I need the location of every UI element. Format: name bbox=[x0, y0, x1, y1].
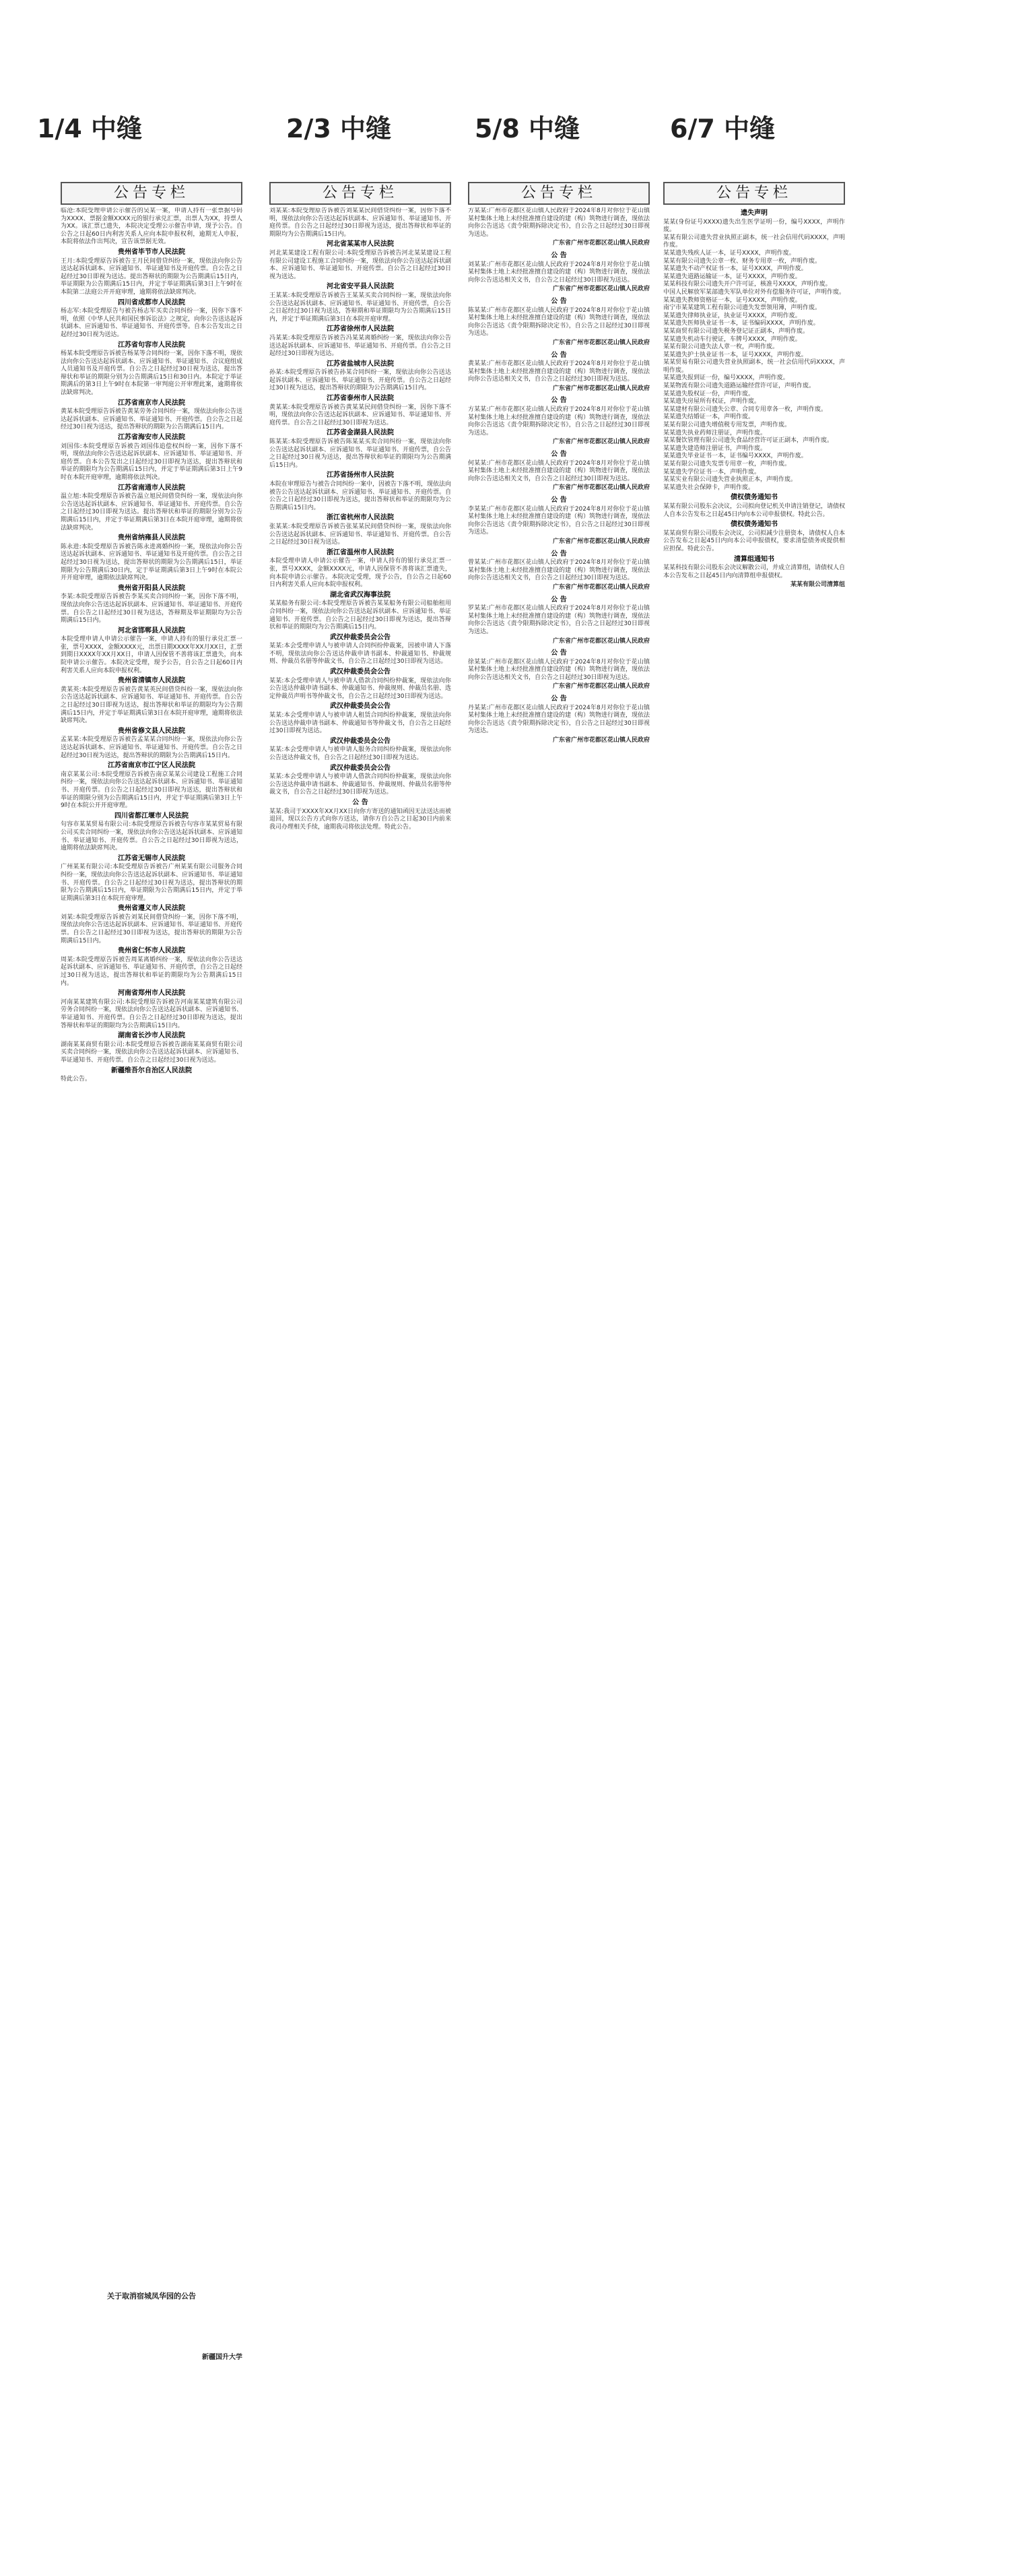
notice-text: 某某遗失律师执业证，执业证号XXXX，声明作废。 bbox=[663, 312, 801, 319]
notice-text: 刘国伟:本院受理原告诉被告刘国伟追偿权纠纷一案，因你下落不明，现依法向你公告送达起诉状副本、应诉通知书、举证通知书、开庭传票。自本公告发出之日起经过30日即视为送达，提出答辩状和举证的期限均为公告期满后15日内，并定于举证期满后第3日上午9时在本院开庭审理，逾期将依法判决。 bbox=[61, 443, 242, 481]
notice-heading: 公 告 bbox=[551, 251, 567, 259]
column-3 bbox=[468, 0, 656, 2576]
column-4 bbox=[663, 0, 852, 2576]
notice-signature: 广东省广州市花都区花山镇人民政府 bbox=[552, 439, 650, 446]
notice-text: 某某有限公司遗失营业执照正副本，统一社会信用代码XXXX，声明作废。 bbox=[663, 234, 845, 249]
strip-header: 公告专栏 bbox=[269, 182, 451, 205]
notice-heading: 公 告 bbox=[551, 397, 567, 405]
notice-text: 某某遗失报到证一份，编号XXXX，声明作废。 bbox=[663, 375, 789, 382]
notice-text: 王某某:本院受理原告诉被告王某某买卖合同纠纷一案，现依法向你公告送达起诉状副本、应诉通知书、举证通知书、开庭传票，自公告之日起经过30日视为送达，答辩期和举证期限均为公告期满后15日内，并定于举证期满后第3日在本院开庭审理。 bbox=[269, 292, 451, 323]
strip-header: 公告专栏 bbox=[663, 182, 845, 205]
notice-text: 丹某某:广州市花都区花山镇人民政府于2024年8月对你位于花山镇某村集体土地上未经批准擅自建设的建（构）筑物进行调查，现依法向你公告送达《责令限期拆除决定书》，自公告之日起经过30日即视为送达。 bbox=[468, 704, 650, 735]
notice-text: 广州某某有限公司:本院受理原告诉被告广州某某有限公司服务合同纠纷一案，现依法向你公告送达起诉状副本、应诉通知书、举证通知书、开庭传票。自公告之日起经过30日视为送达，提出答辩状的期限为公告期满后15日内，举证期限为公告期满后15日内，并定于举证期满后第3日在本院开庭审理。 bbox=[61, 864, 242, 902]
notice-signature: 广东省广州市花都区花山镇人民政府 bbox=[552, 385, 650, 392]
notice-heading: 公 告 bbox=[551, 297, 567, 305]
notice-strip bbox=[663, 182, 845, 2405]
notice-text: 黄某英:本院受理原告诉被告黄某英民间借贷纠纷一案，现依法向你公告送达起诉状副本、应诉通知书、举证通知书、开庭传票。自公告之日起经过30日即视为送达，提出答辩状和举证的期限均为公告期满后15日内，并定于举证期满后第3日在本院开庭审理，逾期将依法缺席判决。 bbox=[61, 686, 242, 725]
notice-text: 某某有限公司遗失法人章一枚，声明作废。 bbox=[663, 344, 779, 351]
notice-text: 刘某:本院受理原告诉被告刘某民间借贷纠纷一案，因你下落不明，现依法向你公告送达起诉状副本、应诉通知书、举证通知书、开庭传票。自公告之日起经过30日即视为送达，提出答辩状的期限为公告期满后15日内。 bbox=[61, 913, 242, 944]
notice-heading: 浙江省杭州市人民法院 bbox=[327, 514, 394, 522]
notice-text: 某某有限公司遗失公章一枚、财务专用章一枚，声明作废。 bbox=[663, 257, 821, 265]
notice-text: 湖南某某商贸有限公司:本院受理原告诉被告湖南某某商贸有限公司买卖合同纠纷一案，现依法向你公告送达起诉状副本、应诉通知书、举证通知书、开庭传票。自公告之日起经过30日视为送达。 bbox=[61, 1041, 242, 1064]
notice-text: 张某某:本院受理原告诉被告张某某民间借贷纠纷一案，现依法向你公告送达起诉状副本、应诉通知书、举证通知书、开庭传票。自公告之日起经过30日视为送达。 bbox=[269, 523, 451, 546]
notice-heading: 江苏省金湖县人民法院 bbox=[327, 429, 394, 437]
strip-footer-sign: 新疆国升大学 bbox=[202, 2354, 242, 2361]
notice-heading: 江苏省徐州市人民法院 bbox=[327, 325, 394, 333]
notice-heading: 贵州省仁怀市人民法院 bbox=[118, 947, 185, 955]
notice-text: 徐某某:广州市花都区花山镇人民政府于2024年8月对你位于花山镇某村集体土地上未经批准擅自建设的建（构）筑物进行调查，现依法向你公告送达相关文书，自公告之日起经过30日即视为送达。 bbox=[468, 658, 650, 681]
notice-heading: 武汉仲裁委员会公告 bbox=[330, 737, 391, 745]
notice-signature: 广东省广州市花都区花山镇人民政府 bbox=[552, 683, 650, 690]
notice-text: 某某科技有限公司遗失开户许可证，核准号XXXX，声明作废。 bbox=[663, 281, 832, 288]
notice-text: 本院受理申请人申请公示催告一案，申请人持有的银行承兑汇票一张，票号XXXX，金额XXXX元，申请人因保管不善将该汇票遗失，向本院申请公示催告。本院决定受理，现予公告，自公告之日起60日内利害关系人应向本院申报权利。 bbox=[269, 558, 451, 589]
notice-text: 某某遗失医师执业证书一本，证书编码XXXX，声明作废。 bbox=[663, 320, 819, 327]
notice-signature: 广东省广州市花都区花山镇人民政府 bbox=[552, 286, 650, 293]
notice-text: 某某遗失建造师注册证书，声明作废。 bbox=[663, 445, 767, 452]
notice-text: 某某商贸有限公司遗失税务登记证正副本，声明作废。 bbox=[663, 327, 809, 335]
notice-text: 陈某某:本院受理原告诉被告陈某某买卖合同纠纷一案，现依法向你公告送达起诉状副本、应诉通知书、举证通知书、开庭传票，自公告之日起经过30日视为送达，提出答辩状和举证的期限均为公告期满后15日内。 bbox=[269, 439, 451, 469]
notice-text: 本院受理申请人申请公示催告一案，申请人持有的银行承兑汇票一张，票号XXXX，金额XXXX元，出票日期XXXX年XX月XX日，汇票到期日XXXX年XX月XX日，申请人因保管不善将该汇票遗失，向本院申请公示催告。本院决定受理，现予公告，自公告之日起60日内利害关系人应向本院申报权利。 bbox=[61, 636, 242, 674]
notice-signature: 广东省广州市花都区花山镇人民政府 bbox=[552, 484, 650, 492]
notice-text: 某某:本会受理申请人与被申请人借款合同纠纷仲裁案，现依法向你公告送达仲裁申请书副本、仲裁通知书、仲裁规则、仲裁员名册、选定仲裁员声明书等仲裁文书，自公告之日起经过30日即视为送达。 bbox=[269, 677, 451, 700]
notice-heading: 江苏省南京市人民法院 bbox=[118, 399, 185, 407]
notice-text: 黄某本院受理原告诉被告黄某劳务合同纠纷一案，现依法向你公告送达起诉状副本、应诉通知书、举证通知书、开庭传票。自公告之日起经过30日视为送达，提出答辩状的期限为公告期满后15日内。 bbox=[61, 408, 242, 431]
notice-text: 孙某:本院受理原告诉被告孙某合同纠纷一案，现依法向你公告送达起诉状副本、应诉通知书、举证通知书、开庭传票。自公告之日起经过30日视为送达，提出答辩状的期限为公告期满后15日内。 bbox=[269, 369, 451, 392]
notice-text: 某某遗失房屋所有权证，声明作废。 bbox=[663, 398, 761, 406]
notice-heading: 武汉仲裁委员会公告 bbox=[330, 764, 391, 772]
notice-text: 某某遗失残疾人证一本，证号XXXX，声明作废。 bbox=[663, 249, 795, 257]
notice-heading: 江苏省泰州市人民法院 bbox=[327, 395, 394, 403]
notice-heading: 公 告 bbox=[551, 595, 567, 604]
notice-heading: 清算组通知书 bbox=[734, 555, 774, 563]
notice-heading: 贵州省遵义市人民法院 bbox=[118, 905, 185, 913]
notice-heading: 遗失声明 bbox=[741, 210, 768, 217]
notice-signature: 某某有限公司清算组 bbox=[790, 581, 845, 589]
notice-text: 周某:本院受理原告诉被告周某离婚纠纷一案，现依法向你公告送达起诉状副本、应诉通知书、举证通知书、开庭传票，自公告之日起经过30日视为送达，提出答辩状和举证的期限均为公告期满后15日内。 bbox=[61, 956, 242, 987]
strip-header: 公告专栏 bbox=[61, 182, 242, 205]
notice-text: 某某遗失学位证书一本，声明作废。 bbox=[663, 468, 761, 476]
notice-text: 某某遗失执业药师注册证，声明作废。 bbox=[663, 429, 767, 437]
notice-heading: 公 告 bbox=[551, 496, 567, 504]
notice-signature: 广东省广州市花都区花山镇人民政府 bbox=[552, 583, 650, 591]
notice-heading: 贵州省毕节市人民法院 bbox=[118, 248, 185, 256]
notice-heading: 债权债务通知书 bbox=[731, 521, 778, 529]
notice-text: 某某:本会受理申请人与被申请人租赁合同纠纷仲裁案，现依法向你公告送达仲裁申请书副本、仲裁通知书等仲裁文书，自公告之日起经过30日即视为送达。 bbox=[269, 712, 451, 735]
notice-text: 陈永进:本院受理原告诉被告陈永进离婚纠纷一案，现依法向你公告送达起诉状副本、应诉通知书、举证通知书及开庭传票。自公告之日起经过30日视为送达，提出答辩状的期限为公告期满后15日，举证期限为公告期满后30日内，定于举证期满后第3日上午9时在本院公开开庭审理，逾期依法缺席判决。 bbox=[61, 543, 242, 582]
notice-text: 本院在审理原告与被告合同纠纷一案中，因被告下落不明，现依法向被告公告送达起诉状副本、应诉通知书、举证通知书、开庭传票。自公告之日起经过30日即视为送达，提出答辩状和举证的期限均为公告期满后15日内。 bbox=[269, 481, 451, 511]
notice-text: 刘某某:本院受理原告诉被告刘某某民间借贷纠纷一案，因你下落不明，现依法向你公告送达起诉状副本、应诉通知书、举证通知书、开庭传票。自公告之日起经过30日即视为送达，提出答辩状和举证的期限均为公告期满后15日内。 bbox=[269, 207, 451, 238]
notice-text: 刘某某:广州市花都区花山镇人民政府于2024年8月对你位于花山镇某村集体土地上未经批准擅自建设的建（构）筑物进行调查，现依法向你公告送达相关文书，自公告之日起经过30日即视为送达。 bbox=[468, 261, 650, 284]
notice-text: 杨某本院受理原告诉被告杨某等合同纠纷一案，因你下落不明，现依法向你公告送达起诉状副本、应诉通知书、举证通知书、合议庭组成人员通知书及开庭传票。自公告之日起经过30日视为送达，提出答辩状和举证的期限分别为公告期满后15日和30日内。本院定于举证期满后的第3日上午9时在本院第一审判庭公开审理此案，逾期将依法缺席判决。 bbox=[61, 350, 242, 397]
notice-text: 某某有限公司遗失增值税专用发票，声明作废。 bbox=[663, 422, 791, 429]
notice-text: 某某有限公司遗失发票专用章一枚，声明作废。 bbox=[663, 461, 791, 468]
column-title: 6/7 中缝 bbox=[670, 114, 775, 143]
notice-heading: 武汉仲裁委员会公告 bbox=[330, 633, 391, 641]
strip-body bbox=[61, 207, 242, 2262]
notice-text: 罗某某:广州市花都区花山镇人民政府于2024年8月对你位于花山镇某村集体土地上未经批准擅自建设的建（构）筑物进行调查，现依法向你公告送达《责令限期拆除决定书》，自公告之日起经过30日即视为送达。 bbox=[468, 605, 650, 635]
notice-text: 黄某某:广州市花都区花山镇人民政府于2024年8月对你位于花山镇某村集体土地上未经批准擅自建设的建（构）筑物进行调查，现依法向你公告送达相关文书，自公告之日起经过30日即视为送达。 bbox=[468, 360, 650, 383]
notice-signature: 广东省广州市花都区花山镇人民政府 bbox=[552, 240, 650, 247]
notice-text: 某某:本会受理申请人与被申请人服务合同纠纷仲裁案，现依法向你公告送达仲裁文书，自公告之日起经过30日即视为送达。 bbox=[269, 746, 451, 761]
column-title: 2/3 中缝 bbox=[286, 114, 391, 143]
notice-heading: 四川省都江堰市人民法院 bbox=[114, 812, 189, 820]
notice-text: 某某遗失社会保障卡，声明作废。 bbox=[663, 484, 755, 491]
notice-strip bbox=[61, 182, 242, 2405]
notice-text: 某某餐饮管理有限公司遗失食品经营许可证正副本，声明作废。 bbox=[663, 437, 834, 445]
notice-text: 某某:本会受理申请人与被申请人合同纠纷仲裁案，因被申请人下落不明，现依法向你公告送达仲裁申请书副本、仲裁通知书、仲裁规则、仲裁员名册等仲裁文书，自公告之日起经过30日即视为送达。 bbox=[269, 643, 451, 666]
notice-heading: 湖北省武汉海事法院 bbox=[330, 591, 391, 599]
notice-heading: 江苏省无锡市人民法院 bbox=[118, 854, 185, 862]
column-title: 5/8 中缝 bbox=[475, 114, 580, 143]
notice-heading: 江苏省海安市人民法院 bbox=[118, 434, 185, 442]
notice-text: 某某建材有限公司遗失公章、合同专用章各一枚，声明作废。 bbox=[663, 406, 828, 413]
column-1 bbox=[37, 0, 242, 2576]
notice-text: 某某科技有限公司股东会决议解散公司，并成立清算组，请债权人自本公告发布之日起45日内向清算组申报债权。 bbox=[663, 565, 845, 579]
notice-heading: 贵州省修文县人民法院 bbox=[118, 727, 185, 735]
strip-body bbox=[269, 207, 451, 2405]
notice-heading: 河北省安平县人民法院 bbox=[327, 283, 394, 291]
notice-text: 方某某:广州市花都区花山镇人民政府于2024年8月对你位于花山镇某村集体土地上未经批准擅自建设的建（构）筑物进行调查，现依法向你公告送达《责令限期拆除决定书》，自公告之日起经过30日即视为送达。 bbox=[468, 207, 650, 238]
notice-text: 某某物流有限公司遗失道路运输经营许可证，声明作废。 bbox=[663, 383, 815, 390]
notice-text: 某某:本会受理申请人与被申请人借款合同纠纷仲裁案，现依法向你公告送达仲裁申请书副本、仲裁通知书、仲裁规则、仲裁员名册等仲裁文书，自公告之日起经过30日即视为送达。 bbox=[269, 773, 451, 796]
notice-text: 某某船务有限公司:本院受理原告诉被告某某船务有限公司船舶租用合同纠纷一案，现依法向你公告送达起诉状副本、应诉通知书、举证通知书、开庭传票。自公告之日起经过30日即视为送达，提出答辩状和举证的期限均为公告期满后15日内。 bbox=[269, 600, 451, 631]
strip-body bbox=[468, 207, 650, 2405]
notice-signature: 广东省广州市花都区花山镇人民政府 bbox=[552, 737, 650, 744]
strip-header: 公告专栏 bbox=[468, 182, 650, 205]
notice-text: 李某某:广州市花都区花山镇人民政府于2024年8月对你位于花山镇某村集体土地上未经批准擅自建设的建（构）筑物进行调查，现依法向你公告送达《责令限期拆除决定书》，自公告之日起经过30日即视为送达。 bbox=[468, 505, 650, 536]
notice-text: 南宁市某某建筑工程有限公司遗失发票领用簿，声明作废。 bbox=[663, 304, 821, 312]
notice-strip bbox=[269, 182, 451, 2405]
notice-text: 某某遗失股权证一份，声明作废。 bbox=[663, 390, 755, 397]
notice-text: 某某遗失道路运输证一本，证号XXXX，声明作废。 bbox=[663, 273, 801, 280]
notice-text: 冯某某:本院受理原告诉被告冯某某离婚纠纷一案，现依法向你公告送达起诉状副本、应诉通知书、举证通知书、开庭传票。自公告之日起经过30日即视为送达。 bbox=[269, 334, 451, 358]
notice-signature: 广东省广州市花都区花山镇人民政府 bbox=[552, 339, 650, 346]
notice-text: 某某有限公司股东会决议，公司拟向登记机关申请注销登记，请债权人自本公告发布之日起45日内向本公司申报债权。特此公告。 bbox=[663, 503, 845, 518]
notice-heading: 四川省成都市人民法院 bbox=[118, 298, 185, 307]
notice-heading: 公 告 bbox=[352, 798, 368, 806]
notice-text: 河南某某建筑有限公司:本院受理原告诉被告河南某某建筑有限公司劳务合同纠纷一案，现依法向你公告送达起诉状副本、应诉通知书、举证通知书、开庭传票。自公告之日起经过30日即视为送达，提出答辩状和举证的期限均为公告期满后15日内。 bbox=[61, 998, 242, 1029]
notice-heading: 公 告 bbox=[551, 695, 567, 703]
notice-text: 特此公告。 bbox=[61, 1076, 92, 1083]
strip-footer-title: 关于取消宿城凤华园的公告 bbox=[107, 2292, 196, 2300]
notice-heading: 贵州省清镇市人民法院 bbox=[118, 677, 185, 685]
notice-strip bbox=[468, 182, 650, 2405]
notice-text: 临沧:本院受理申请公示催告的吴某一案，申请人持有一张票据号码为XXXX、票据金额XXXX元的银行承兑汇票，出票人为XX，持票人为XX。该汇票已遗失，本院决定受理公示催告申请，现予公告。自公告之日起60日内利害关系人应向本院申报权利，逾期无人申报，本院将依法作出判决，宣告该票据无效。 bbox=[61, 207, 242, 246]
notice-text: 曾某某:广州市花都区花山镇人民政府于2024年8月对你位于花山镇某村集体土地上未经批准擅自建设的建（构）筑物进行调查，现依法向你公告送达相关文书，自公告之日起经过30日即视为送达。 bbox=[468, 559, 650, 582]
notice-text: 王月:本院受理原告诉被告王月民间借贷纠纷一案，现依法向你公告送达起诉状副本、应诉通知书、举证通知书及开庭传票。自公告之日起经过30日即视为送达。提出答辩状的期限为公告期满后15日内，举证期限为公告期满后15日内，并定于举证期满后第3日上午9时在本院第二法庭公开开庭审理，逾期将依法缺席判决。 bbox=[61, 257, 242, 296]
notice-text: 某某实业有限公司遗失营业执照正本，声明作废。 bbox=[663, 476, 797, 484]
notice-text: 某某遗失不动产权证书一本，证号XXXX，声明作废。 bbox=[663, 265, 807, 273]
notice-text: 某某遗失护士执业证书一本，证号XXXX，声明作废。 bbox=[663, 351, 807, 358]
notice-heading: 浙江省温州市人民法院 bbox=[327, 548, 394, 556]
notice-heading: 新疆维吾尔自治区人民法院 bbox=[111, 1066, 192, 1074]
notice-text: 某某(身份证号XXXX)遗失出生医学证明一份，编号XXXX，声明作废。 bbox=[663, 218, 845, 234]
notice-heading: 债权债务通知书 bbox=[731, 494, 778, 502]
notice-text: 南京某某公司:本院受理原告诉被告南京某某公司建设工程施工合同纠纷一案，现依法向你公告送达起诉状副本、应诉通知书、举证通知书、开庭传票。自公告之日起经过30日即视为送达，提出答辩状和举证的期限分别为公告期满后15日内，并定于举证期满后第3日上午9时在本院公开开庭审理。 bbox=[61, 771, 242, 810]
strip-body bbox=[663, 207, 845, 2405]
notice-text: 某某贸易有限公司遗失营业执照副本，统一社会信用代码XXXX，声明作废。 bbox=[663, 359, 845, 374]
notice-heading: 公 告 bbox=[551, 451, 567, 459]
notice-heading: 公 告 bbox=[551, 649, 567, 657]
notice-text: 黄某某:本院受理原告诉被告黄某某民间借贷纠纷一案，因你下落不明，现依法向你公告送达起诉状副本、应诉通知书、举证通知书、开庭传票。自公告之日起经过30日即视为送达。 bbox=[269, 404, 451, 426]
notice-text: 河北某某建设工程有限公司:本院受理原告诉被告河北某某建设工程有限公司建设工程施工合同纠纷一案，现依法向你公告送达起诉状副本、应诉通知书、举证通知书、开庭传票。自公告之日起经过30日视为送达。 bbox=[269, 249, 451, 280]
notice-signature: 广东省广州市花都区花山镇人民政府 bbox=[552, 538, 650, 545]
notice-heading: 湖南省长沙市人民法院 bbox=[118, 1032, 185, 1040]
notice-heading: 江苏省盐城市人民法院 bbox=[327, 360, 394, 368]
notice-text: 何某某:广州市花都区花山镇人民政府于2024年8月对你位于花山镇某村集体土地上未经批准擅自建设的建（构）筑物进行调查，现依法向你公告送达相关文书，自公告之日起经过30日即视为送达。 bbox=[468, 459, 650, 482]
notice-heading: 河北省某某市人民法院 bbox=[327, 240, 394, 249]
notice-text: 某某遗失结婚证一本，声明作废。 bbox=[663, 414, 755, 421]
notice-text: 温立旭:本院受理原告诉被告温立旭民间借贷纠纷一案，现依法向你公告送达起诉状副本、应诉通知书、举证通知书、开庭传票。自公告之日起经过30日即视为送达。提出答辩状和举证的期限分别为公告期满后15日内，并定于举证期满后第3日在本院开庭审理，逾期将依法缺席判决。 bbox=[61, 493, 242, 532]
notice-heading: 河北省邯郸县人民法院 bbox=[118, 626, 185, 635]
notice-text: 李某:本院受理原告诉被告李某买卖合同纠纷一案，因你下落不明，现依法向你公告送达起诉状副本、应诉通知书、举证通知书、开庭传票。自公告之日起经过30日视为送达，答辩期及举证期限均为公告期满后15日内。 bbox=[61, 593, 242, 624]
notice-text: 句容市某某贸易有限公司:本院受理原告诉被告句容市某某贸易有限公司买卖合同纠纷一案，现依法向你公告送达起诉状副本、应诉通知书、举证通知书、开庭传票。自公告之日起经过30日即视为送达，逾期将依法缺席判决。 bbox=[61, 821, 242, 852]
notice-text: 某某遗失教师资格证一本，证号XXXX，声明作废。 bbox=[663, 296, 801, 304]
notice-heading: 公 告 bbox=[551, 550, 567, 558]
notice-text: 方某某:广州市花都区花山镇人民政府于2024年8月对你位于花山镇某村集体土地上未经批准擅自建设的建（构）筑物进行调查，现依法向你公告送达《责令限期拆除决定书》，自公告之日起经过30日即视为送达。 bbox=[468, 406, 650, 437]
notice-heading: 武汉仲裁委员会公告 bbox=[330, 668, 391, 676]
notice-heading: 贵州省纳雍县人民法院 bbox=[118, 534, 185, 542]
notice-heading: 江苏省扬州市人民法院 bbox=[327, 472, 394, 480]
notice-heading: 贵州省开阳县人民法院 bbox=[118, 584, 185, 592]
column-title: 1/4 中缝 bbox=[37, 114, 142, 143]
notice-signature: 广东省广州市花都区花山镇人民政府 bbox=[552, 637, 650, 645]
notice-text: 某某:我司于XXXX年XX月XX日向你方寄送的通知函因无法送达而被退回，现以公告方式向你方送达，请你方自公告之日起30日内前来我司办理相关手续，逾期我司将依法处理。特此公告。 bbox=[269, 808, 451, 831]
notice-text: 某某遗失毕业证书一本，证书编号XXXX，声明作废。 bbox=[663, 453, 807, 460]
notice-heading: 公 告 bbox=[551, 351, 567, 359]
notice-text: 中国人民解放军某部遗失军队单位对外有偿服务许可证，声明作废。 bbox=[663, 288, 845, 296]
notice-text: 杨志军:本院受理原告与被告杨志军买卖合同纠纷一案，因你下落不明，依照《中华人民共和国民事诉讼法》之规定，向你公告送达起诉状副本、应诉通知书、举证通知书、开庭传票等。自本公告发出之日起经过30日视为送达。 bbox=[61, 308, 242, 338]
notice-text: 孟某某:本院受理原告诉被告孟某某合同纠纷一案，现依法向你公告送达起诉状副本、应诉通知书、举证通知书、开庭传票。自公告之日起经过30日视为送达，提出答辩状的期限为公告期满后15日内。 bbox=[61, 736, 242, 759]
notice-text: 陈某某:广州市花都区花山镇人民政府于2024年8月对你位于花山镇某村集体土地上未经批准擅自建设的建（构）筑物进行调查，现依法向你公告送达《责令限期拆除决定书》，自公告之日起经过30日即视为送达。 bbox=[468, 307, 650, 337]
notice-text: 某某遗失机动车行驶证，车牌号XXXX，声明作废。 bbox=[663, 335, 801, 343]
notice-heading: 武汉仲裁委员会公告 bbox=[330, 703, 391, 711]
notice-heading: 江苏省南通市人民法院 bbox=[118, 484, 185, 492]
notice-heading: 江苏省南京市江宁区人民法院 bbox=[108, 762, 195, 770]
notice-heading: 河南省郑州市人民法院 bbox=[118, 990, 185, 998]
notice-text: 某某商贸有限公司股东会决议，公司拟减少注册资本，请债权人自本公告发布之日起45日内向本公司申报债权，要求清偿债务或提供相应担保。特此公告。 bbox=[663, 529, 845, 552]
notice-heading: 江苏省句容市人民法院 bbox=[118, 341, 185, 349]
column-2 bbox=[269, 0, 458, 2576]
